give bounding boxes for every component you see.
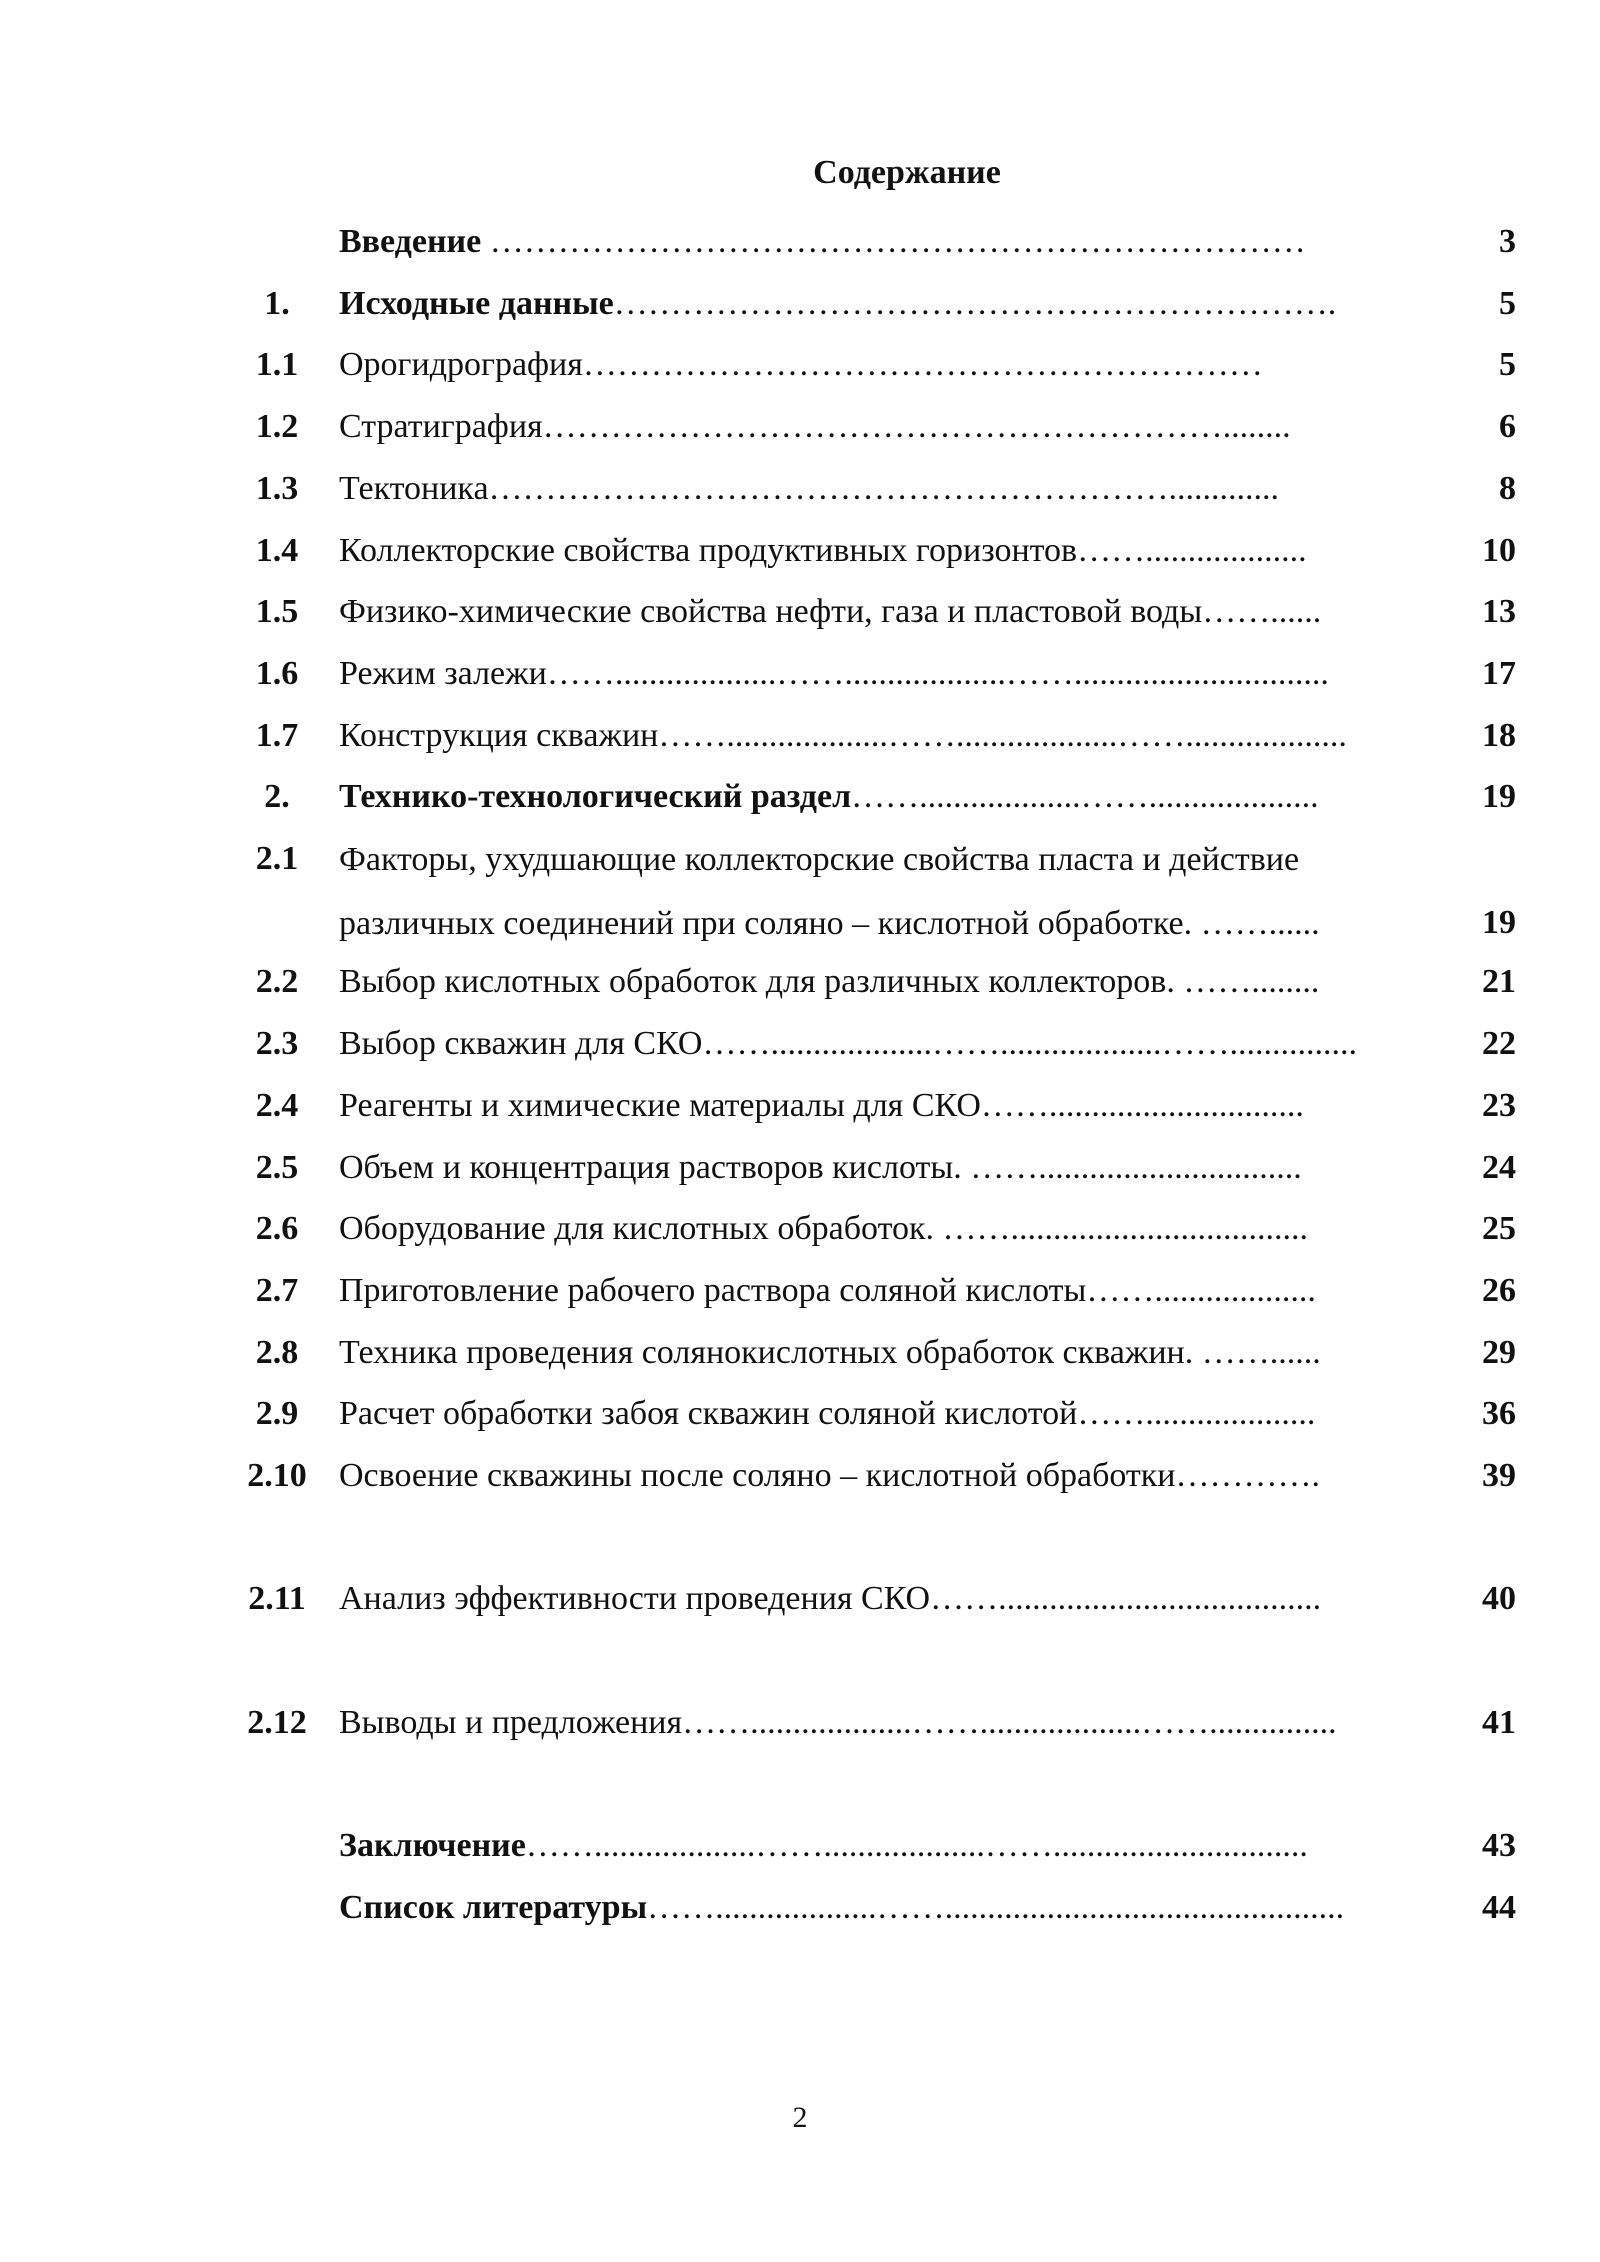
toc-entry-title: Реагенты и химические материалы для СКО	[339, 1086, 981, 1124]
toc-entry	[0, 643, 1600, 705]
toc-entry-title-line	[339, 643, 1457, 705]
toc-entry-page: 22	[1482, 1025, 1516, 1063]
toc-entry-leader-dots: ……...................................	[934, 1210, 1309, 1248]
toc-entry	[0, 520, 1600, 582]
toc-entry	[0, 396, 1600, 458]
toc-entry-leader-dots: ……......	[1202, 593, 1322, 631]
toc-entry-number: 2.7	[255, 1271, 299, 1309]
toc-entry-leader-dots: ……………………………………………………	[582, 346, 1263, 384]
toc-entry-leader-dots: ……...................……....................	[851, 778, 1319, 816]
toc-entry-title: Заключение	[339, 1827, 526, 1865]
toc-entry-title: Режим залежи	[339, 654, 547, 692]
toc-entry-title: Технико-технологический раздел	[339, 778, 852, 816]
toc-entry-page: 39	[1482, 1457, 1516, 1494]
toc-entry-leader-dots: ……...................……...................……...............	[702, 1025, 1357, 1063]
toc-entry-title-line	[339, 1013, 1457, 1075]
toc-entry	[0, 828, 1600, 951]
toc-entry-number: 2.8	[255, 1333, 299, 1371]
toc-entry-title: Освоение скважины после соляно – кислотной обработки	[339, 1457, 1176, 1494]
toc-entry-title: Выводы и предложения	[339, 1703, 683, 1741]
toc-entry-title-line	[339, 828, 1457, 956]
toc-entry	[0, 1445, 1600, 1568]
toc-entry-leader-dots: ……...................	[1086, 1271, 1316, 1309]
toc-entry-title-line	[339, 1877, 1457, 1939]
toc-entry-page: 36	[1482, 1395, 1516, 1433]
toc-entry	[0, 458, 1600, 520]
toc-entry-number: 1.6	[255, 654, 299, 692]
toc-entry-title: Список литературы	[339, 1888, 648, 1926]
page-number: 2	[792, 2101, 808, 2134]
toc-entry-page: 44	[1482, 1888, 1516, 1926]
toc-entry	[0, 766, 1600, 828]
toc-entry-leader-dots: ……...................……...................……..............................	[525, 1827, 1308, 1865]
toc-entry-title-line	[339, 458, 1457, 520]
toc-entry-page: 25	[1482, 1210, 1516, 1248]
toc-entry-title-line	[339, 1383, 1457, 1445]
toc-entry-leader-dots: ………………………………………………………………	[481, 223, 1306, 260]
toc-entry-number: 1.2	[255, 408, 299, 446]
toc-entry-leader-dots: ……...................……...................……...............	[682, 1703, 1337, 1741]
toc-entry	[0, 1568, 1600, 1691]
toc-entry-leader-dots: ……...............................	[961, 1148, 1302, 1186]
toc-entry-number: 1.4	[255, 531, 299, 569]
toc-entry-page: 18	[1482, 716, 1516, 754]
toc-entry-title: Техника проведения солянокислотных обработок скважин.	[339, 1333, 1194, 1371]
toc-entry-page: 29	[1482, 1333, 1516, 1371]
toc-entry-number: 2.2	[255, 963, 299, 1001]
toc-entry-page: 8	[1499, 469, 1516, 507]
toc-entry-page: 26	[1482, 1271, 1516, 1309]
toc-entry-number: 2.3	[255, 1025, 299, 1063]
toc-entry-title: Физико-химические свойства нефти, газа и пластовой воды	[339, 593, 1203, 631]
toc-entry-title-line	[339, 396, 1457, 458]
toc-entry	[0, 1877, 1600, 1939]
toc-entry-number: 1.	[264, 284, 290, 322]
toc-entry-page: 24	[1482, 1148, 1516, 1186]
toc-entry-title-line	[339, 1075, 1457, 1137]
toc-entry	[0, 273, 1600, 335]
toc-entry-title-line	[339, 1445, 1457, 1507]
toc-entry-page: 10	[1482, 531, 1516, 569]
toc-entry-title-line	[339, 1692, 1457, 1754]
toc-entry-page: 40	[1482, 1580, 1516, 1618]
toc-entry	[0, 581, 1600, 643]
toc-entry-page: 41	[1482, 1703, 1516, 1741]
toc-entry-number: 1.3	[255, 469, 299, 507]
toc-entry-leader-dots: ……...................……...................……...................	[658, 716, 1347, 754]
toc-entry-page: 17	[1482, 654, 1516, 692]
toc-entry-number: 1.1	[255, 346, 299, 384]
toc-entry	[0, 1198, 1600, 1260]
toc-entry-leader-dots: ……...................……...................……..............................	[546, 654, 1329, 692]
toc-entry-title: Конструкция скважин	[339, 716, 659, 754]
toc-entry-title: Орогидрография	[339, 346, 583, 384]
toc-entry	[0, 211, 1600, 273]
toc-entry-title-line	[339, 334, 1457, 396]
toc-entry-number: 1.7	[255, 716, 299, 754]
toc-entry	[0, 1383, 1600, 1445]
toc-entry-leader-dots: …………………………………………………….............	[488, 469, 1280, 507]
toc-entry-page: 5	[1499, 346, 1516, 384]
toc-entry	[0, 1013, 1600, 1075]
toc-entry-number: 2.10	[247, 1457, 307, 1494]
toc-entry-page: 43	[1482, 1827, 1516, 1865]
toc-entry-page: 13	[1482, 593, 1516, 631]
toc-entry-title: Исходные данные	[339, 284, 614, 322]
toc-entry-title: Объем и концентрация растворов кислоты.	[339, 1148, 962, 1186]
toc-entry	[0, 1692, 1600, 1815]
toc-entry-title-line	[339, 766, 1457, 828]
toc-entry-page: 5	[1499, 284, 1516, 322]
toc-entry-title: Оборудование для кислотных обработок.	[339, 1210, 935, 1248]
toc-entry-title: Выбор кислотных обработок для различных коллекторов.	[339, 963, 1175, 1001]
toc-entry	[0, 1322, 1600, 1384]
toc-entry-title: Факторы, ухудшающие коллекторские свойства пласта и действие различных соединений при соляно – кислотной обработке.	[339, 841, 1300, 942]
toc-entry-leader-dots: ……...................	[1077, 531, 1307, 569]
toc-entry-leader-dots: ……..............................	[980, 1086, 1304, 1124]
toc-entry-leader-dots: ……......................................	[930, 1580, 1322, 1618]
toc-entry-title: Тектоника	[339, 469, 489, 507]
toc-entry-page: 23	[1482, 1086, 1516, 1124]
toc-entry-number: 2.9	[255, 1395, 299, 1433]
toc-entry-title: Анализ эффективности проведения СКО	[339, 1580, 931, 1618]
toc-entry-number: 2.1	[255, 840, 299, 877]
toc-entry-leader-dots: ……………………………………………………........	[542, 408, 1291, 446]
toc-entry-title-line	[339, 1568, 1457, 1630]
toc-entry-number: 2.4	[255, 1086, 299, 1124]
toc-entry-title: Приготовление рабочего раствора соляной кислоты	[339, 1271, 1087, 1309]
toc-entry-title: Расчет обработки забоя скважин соляной кислотой	[339, 1395, 1078, 1433]
toc-entry	[0, 951, 1600, 1013]
toc-entry-title-line	[339, 1815, 1457, 1877]
toc-entry-leader-dots: ……....................	[1077, 1395, 1316, 1433]
toc-entry-title-line	[339, 1198, 1457, 1260]
toc-entry	[0, 1260, 1600, 1322]
toc-entry-number: 2.11	[248, 1580, 306, 1618]
toc-entry-leader-dots: ……......	[1193, 1333, 1321, 1371]
toc-entry-title-line	[339, 211, 1457, 273]
toc-entry	[0, 705, 1600, 767]
toc-entry-title-line	[339, 705, 1457, 767]
toc-entry-title-line	[339, 520, 1457, 582]
toc-entry-number: 2.5	[255, 1148, 299, 1186]
toc-entry-title: Стратиграфия	[339, 408, 543, 446]
toc-entry	[0, 334, 1600, 396]
toc-entry-title: Выбор скважин для СКО	[339, 1025, 703, 1063]
toc-entry	[0, 1075, 1600, 1137]
toc-entry-page: 21	[1482, 963, 1516, 1001]
toc-entry-number: 2.	[264, 778, 290, 816]
toc-entry-title: Коллекторские свойства продуктивных горизонтов	[339, 531, 1078, 569]
toc-entry-title-line	[339, 581, 1457, 643]
toc-entry-number: 1.5	[255, 593, 299, 631]
toc-entry-leader-dots: ……........	[1174, 963, 1320, 1001]
toc-entry-leader-dots: ……...................……...............................................	[647, 1888, 1345, 1926]
toc-entry-page: 19	[1482, 904, 1516, 941]
toc-entry-leader-dots: ……......	[1192, 905, 1320, 942]
toc-entry-title-line	[339, 273, 1457, 335]
toc-entry-number: 2.6	[255, 1210, 299, 1248]
toc-entry-leader-dots: ……………………………………………………….	[613, 284, 1337, 322]
toc-entry	[0, 1137, 1600, 1199]
toc-entry-title-line	[339, 1260, 1457, 1322]
toc-entry-leader-dots: ………….	[1175, 1457, 1321, 1494]
toc-entry-title: Введение	[339, 223, 482, 260]
toc-entry	[0, 1815, 1600, 1877]
toc-entry-page: 6	[1499, 408, 1516, 446]
toc-entry-title-line	[339, 951, 1457, 1013]
toc-entry-number: 2.12	[247, 1703, 307, 1741]
toc-entry-title-line	[339, 1322, 1457, 1384]
toc-entry-title-line	[339, 1137, 1457, 1199]
toc-entry-page: 19	[1482, 778, 1516, 816]
toc-entry-page: 3	[1499, 223, 1516, 260]
toc-title: Содержание	[813, 154, 1001, 191]
